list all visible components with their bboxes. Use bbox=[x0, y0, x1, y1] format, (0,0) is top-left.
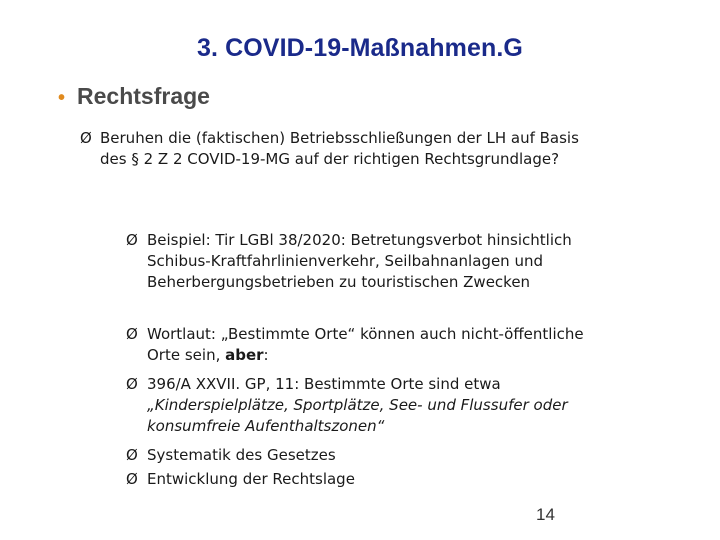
arrow-bullet-icon: Ø bbox=[126, 375, 138, 393]
point-text: Beispiel: Tir LGBl 38/2020: Betretungsverbot hinsichtlich Schibus-Kraftfahrlinienverkehr, Seilbahnanlagen und Beherbergungsbetrieben zu touristischen Zwecken bbox=[147, 231, 572, 291]
arrow-bullet-icon: Ø bbox=[80, 129, 92, 147]
point-text-part: 396/A XXVII. GP, 11: Bestimmte Orte sind etwa bbox=[147, 375, 501, 393]
point-item-systematik bbox=[126, 445, 616, 466]
arrow-bullet-icon: Ø bbox=[126, 446, 138, 464]
point-text bbox=[147, 324, 616, 366]
heading-text: Rechtsfrage bbox=[77, 83, 210, 109]
point-text-bold: aber bbox=[225, 346, 264, 364]
question-text: Beruhen die (faktischen) Betriebsschließungen der LH auf Basis des § 2 Z 2 COVID-19-MG auf der richtigen Rechtsgrundlage? bbox=[100, 129, 579, 168]
point-item-example bbox=[126, 230, 616, 293]
point-item-gp bbox=[126, 374, 616, 437]
point-text-part: : bbox=[263, 346, 269, 364]
point-text: Systematik des Gesetzes bbox=[147, 446, 336, 464]
slide-title: 3. COVID-19-Maßnahmen.G bbox=[197, 34, 523, 62]
arrow-bullet-icon: Ø bbox=[126, 325, 138, 343]
heading-bullet: • bbox=[58, 87, 66, 109]
point-item-entwicklung bbox=[126, 469, 616, 490]
point-text bbox=[147, 374, 616, 437]
point-text: Entwicklung der Rechtslage bbox=[147, 470, 355, 488]
arrow-bullet-icon: Ø bbox=[126, 470, 138, 488]
question-item bbox=[80, 128, 600, 170]
point-item-wortlaut bbox=[126, 324, 616, 366]
point-text-part: Wortlaut: „Bestimmte Orte“ können auch nicht-öffentliche Orte sein, bbox=[147, 325, 584, 364]
point-text-italic: „Kinderspielplätze, Sportplätze, See- und Flussufer oder konsumfreie Aufenthaltszonen“ bbox=[147, 396, 568, 435]
heading-rechtsfrage bbox=[58, 83, 210, 110]
arrow-bullet-icon: Ø bbox=[126, 231, 138, 249]
page-number: 14 bbox=[536, 505, 555, 524]
